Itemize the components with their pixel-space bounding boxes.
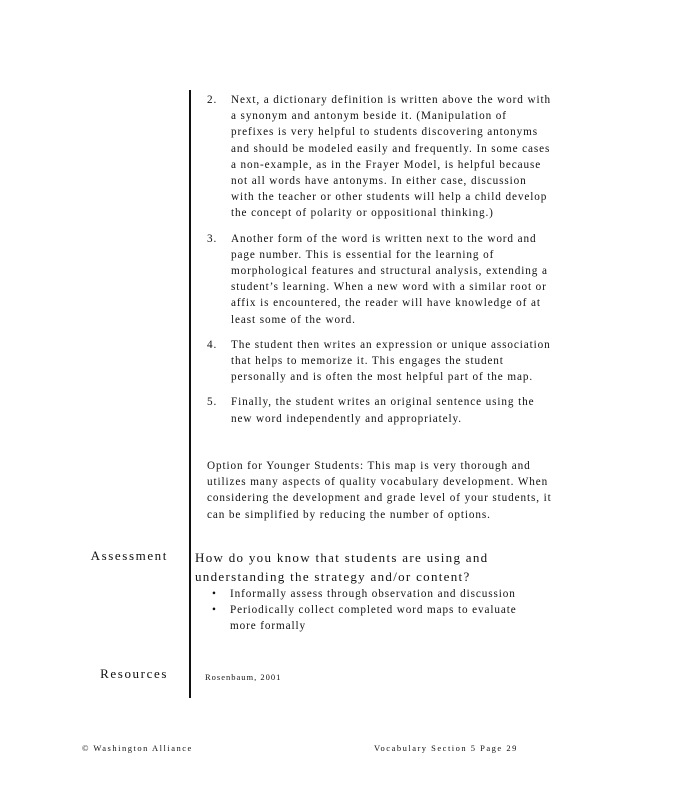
option-younger-students-note: Option for Younger Students: This map is very thorough and utilizes many aspects of quality vocabulary development. When considering the development and grade level of your students, it can be simplified by reducing the number of options. bbox=[207, 460, 552, 521]
resources-citation: Rosenbaum, 2001 bbox=[205, 672, 282, 682]
assessment-label: Assessment bbox=[90, 548, 168, 563]
column-divider-rule bbox=[189, 90, 191, 698]
step-number: 2. bbox=[207, 94, 218, 106]
list-item bbox=[207, 337, 552, 386]
list-item bbox=[212, 602, 542, 634]
bullet-text: Periodically collect completed word maps to evaluate more formally bbox=[230, 604, 517, 633]
step-text: The student then writes an expression or unique association that helps to memorize it. This engages the student personally and is often the most helpful part of the map. bbox=[231, 338, 551, 384]
resources-label: Resources bbox=[100, 666, 168, 681]
list-item bbox=[212, 586, 542, 602]
bullet-icon: • bbox=[212, 604, 217, 617]
step-text: Finally, the student writes an original sentence using the new word independently and appropriately. bbox=[231, 396, 535, 425]
footer-page-info: Vocabulary Section 5 Page 29 bbox=[374, 743, 518, 753]
bullet-icon: • bbox=[212, 588, 217, 600]
step-text: Another form of the word is written next to the word and page number. This is essential for the learning of morphological features and structural analysis, extending a student’s learning. When a new word with a similar root or affix is encountered, the reader will have knowledge of at least some of the word. bbox=[231, 232, 548, 326]
step-text: Next, a dictionary definition is written above the word with a synonym and antonym beside it. (Manipulation of prefixes is very helpful to students discovering antonyms and should be modeled easily and frequently. In some cases a non-example, as in the Frayer Model, is helpful because not all words have antonyms. In either case, discussion with the teacher or other students will help a child develop the concept of polarity or oppositional thinking.) bbox=[231, 94, 551, 220]
list-item bbox=[207, 231, 552, 328]
footer-copyright: © Washington Alliance bbox=[82, 743, 193, 753]
step-number: 3. bbox=[207, 232, 218, 245]
step-number: 5. bbox=[207, 396, 218, 409]
step-number: 4. bbox=[207, 338, 218, 351]
assessment-question: How do you know that students are using and understanding the strategy and/or content? bbox=[195, 550, 489, 584]
assessment-bullets bbox=[212, 586, 542, 635]
procedure-steps bbox=[207, 92, 552, 436]
list-item bbox=[207, 92, 552, 222]
list-item bbox=[207, 394, 552, 426]
bullet-text: Informally assess through observation and discussion bbox=[230, 588, 516, 600]
